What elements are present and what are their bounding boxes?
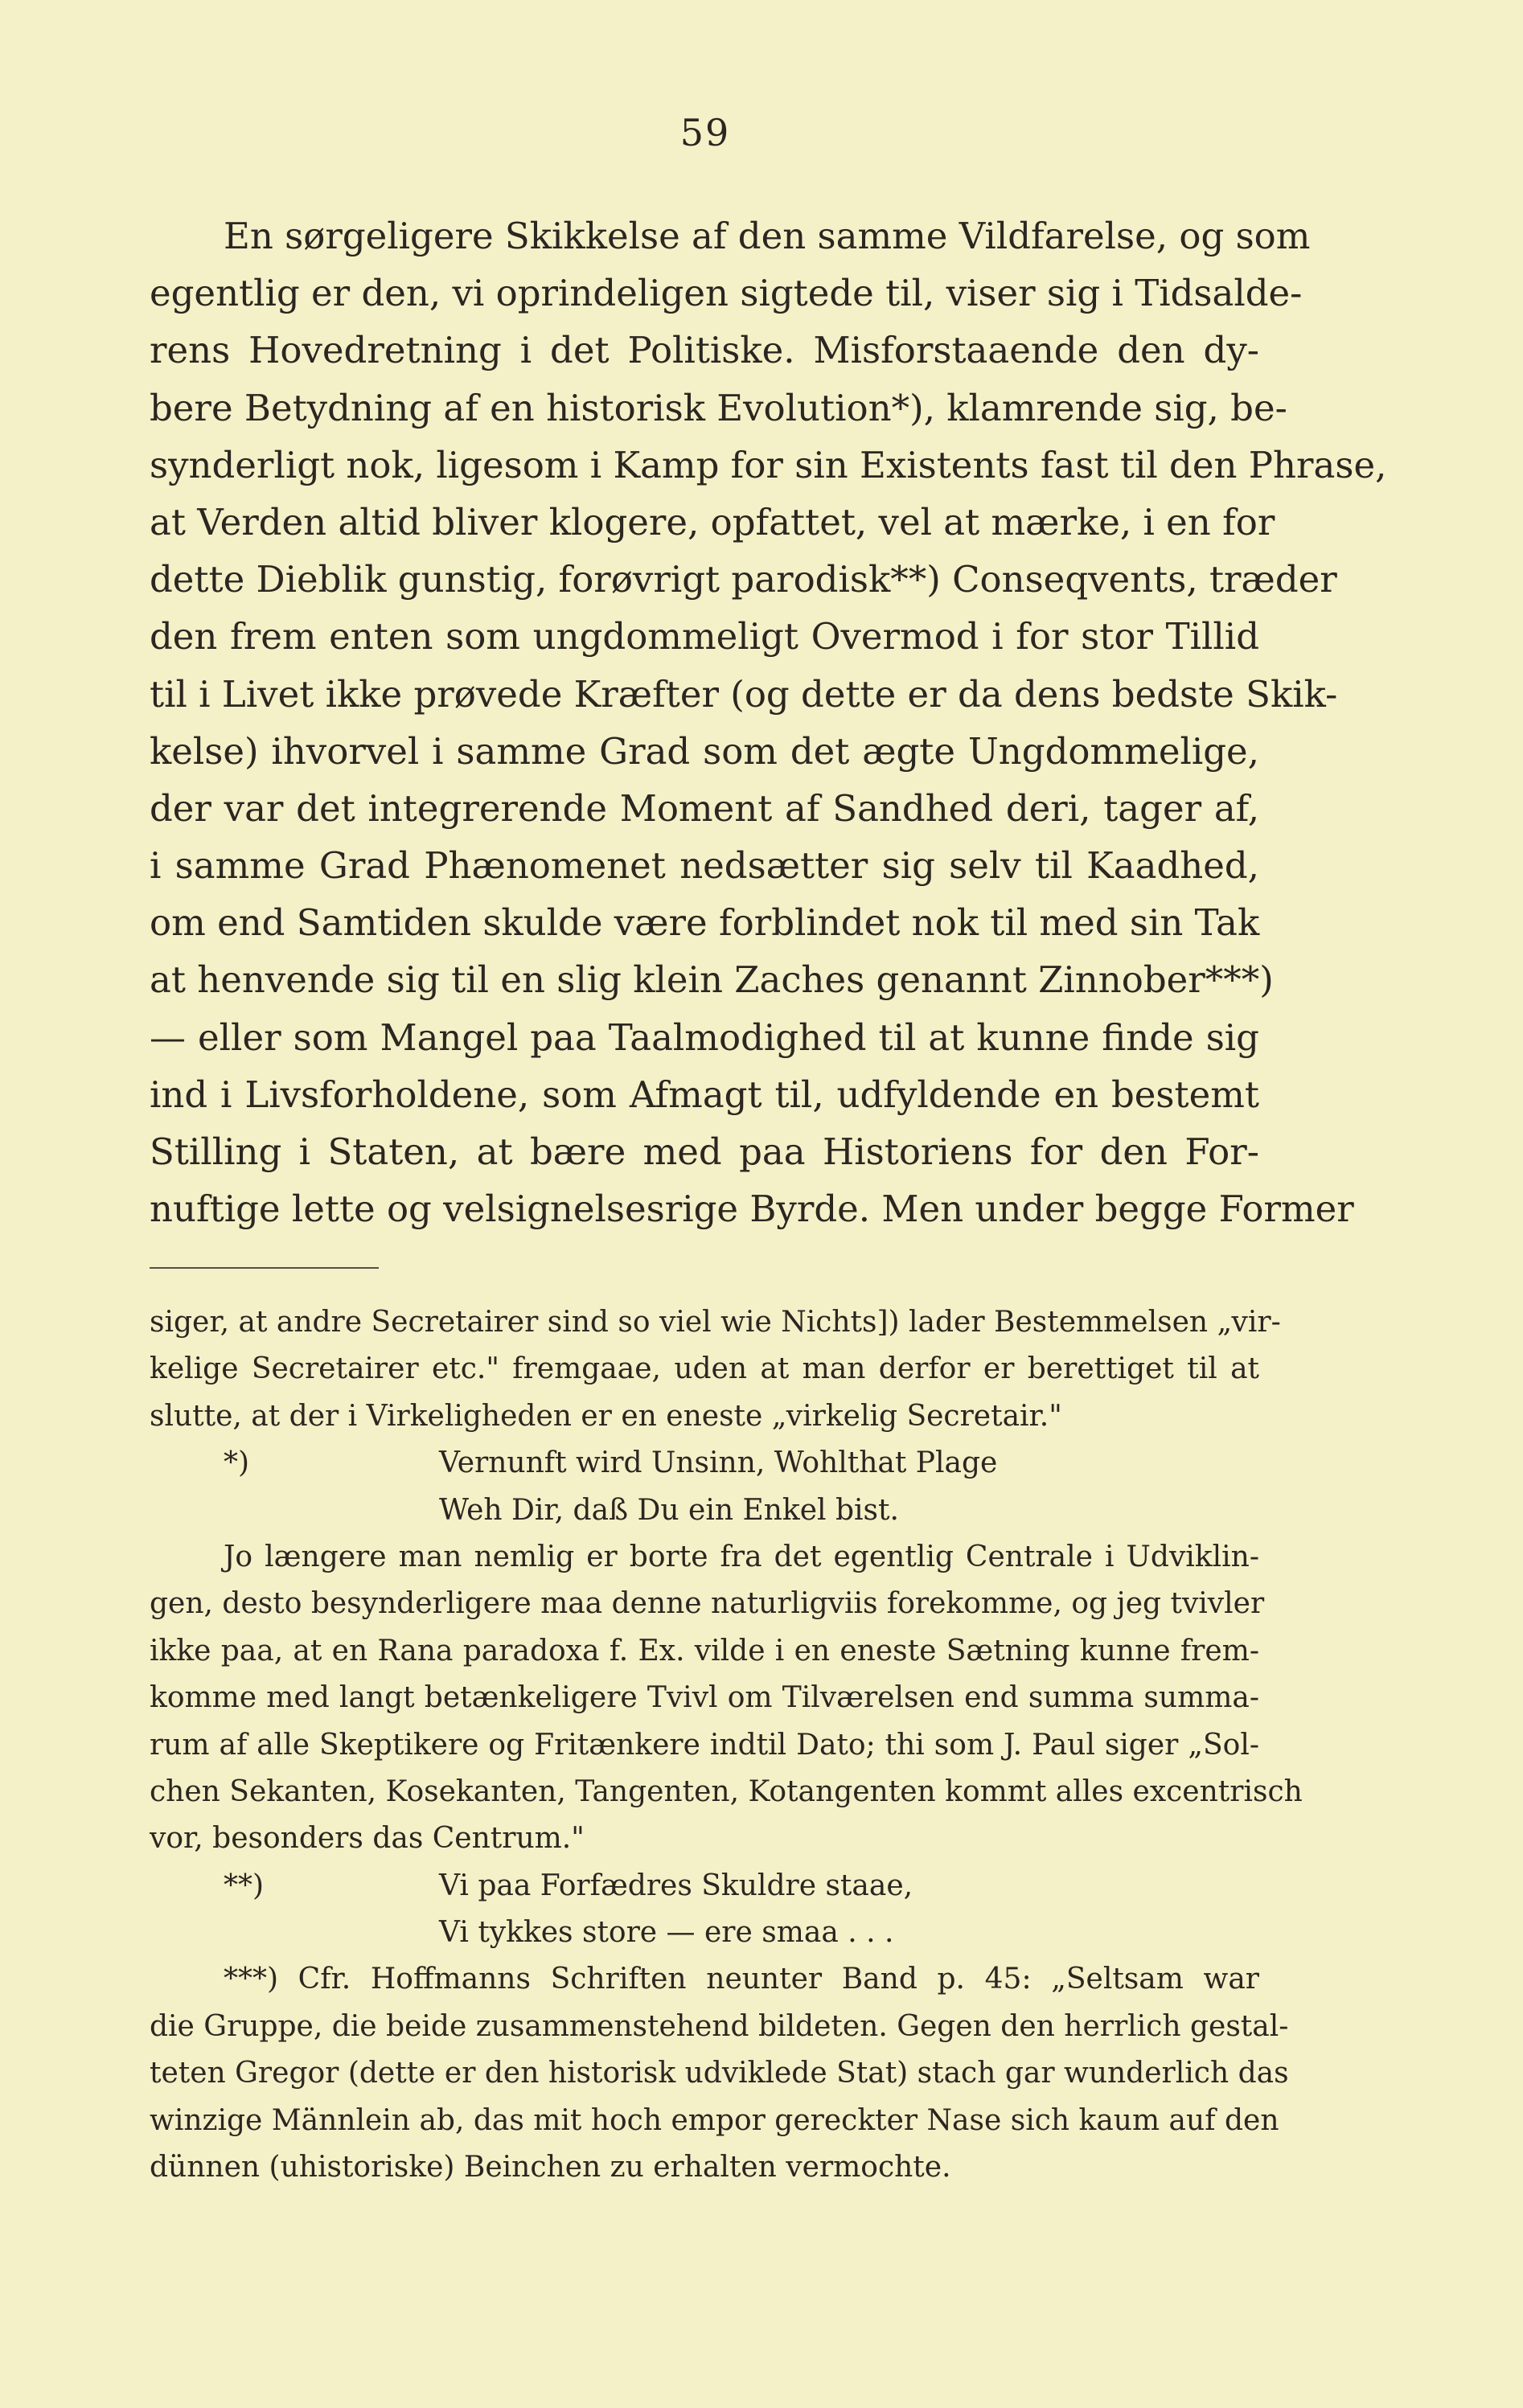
footnote-line: komme med langt betænkeligere Tvivl om Tilværelsen end summa summa- xyxy=(150,1681,1259,1715)
verse-text: Vi tykkes store — ere smaa . . . xyxy=(439,1916,894,1950)
footnotes xyxy=(150,1299,1303,2191)
text-line: dette Dieblik gunstig, forøvrigt parodisk**) Conseqvents, træder xyxy=(150,558,1337,601)
footnote-line: Jo længere man nemlig er borte fra det egentlig Centrale i Udviklin- xyxy=(224,1540,1259,1573)
verse-text: Vernunft wird Unsinn, Wohlthat Plage xyxy=(439,1446,998,1480)
text-line: rens Hovedretning i det Politiske. Misforstaaende den dy- xyxy=(150,329,1259,372)
verse-text: Vi paa Forfædres Skuldre staae, xyxy=(439,1869,913,1902)
text-line: — eller som Mangel paa Taalmodighed til at kunne finde sig xyxy=(150,1015,1259,1059)
text-line: kelse) ihvorvel i samme Grad som det ægte Ungdommelige, xyxy=(150,729,1259,773)
text-line: til i Livet ikke prøvede Kræfter (og dette er da dens bedste Skik- xyxy=(150,672,1338,716)
text-line: nuftige lette og velsignelsesrige Byrde. Men under begge Former xyxy=(150,1188,1354,1231)
footnote-line: winzige Männlein ab, das mit hoch empor gereckter Nase sich kaum auf den xyxy=(150,2103,1279,2137)
footnote-line: gen, desto besynderligere maa denne naturligviis forekomme, og jeg tvivler xyxy=(150,1587,1265,1621)
verse-text: Weh Dir, daß Du ein Enkel bist. xyxy=(439,1493,899,1527)
text-line: i samme Grad Phænomenet nedsætter sig selv til Kaadhed, xyxy=(150,844,1259,888)
text-line: synderligt nok, ligesom i Kamp for sin Existents fast til den Phrase, xyxy=(150,443,1387,486)
footnote-line: chen Sekanten, Kosekanten, Tangenten, Kotangenten kommt alles excentrisch xyxy=(150,1774,1303,1808)
text-line: Stilling i Staten, at bære med paa Historiens for den For- xyxy=(150,1130,1259,1173)
footnote-line: kelige Secretairer etc." fremgaae, uden at man derfor er berettiget til at xyxy=(150,1352,1259,1386)
footnote-verse-line xyxy=(150,1487,1259,1534)
footnote-verse-line xyxy=(150,1863,1259,1910)
footnote-line: ikke paa, at en Rana paradoxa f. Ex. vilde i en eneste Sætning kunne frem- xyxy=(150,1634,1259,1668)
text-line: den frem enten som ungdommeligt Overmod i for stor Tillid xyxy=(150,615,1259,658)
text-line: En sørgeligere Skikkelse af den samme Vildfarelse, og som xyxy=(224,215,1311,257)
main-text xyxy=(150,207,1387,1237)
footnote-line: teten Gregor (dette er den historisk udviklede Stat) stach gar wunderlich das xyxy=(150,2057,1289,2090)
footnote-line: siger, at andre Secretairer sind so viel wie Nichts]) lader Bestemmelsen „vir- xyxy=(150,1306,1281,1339)
text-line: at henvende sig til en slig klein Zaches genannt Zinnober***) xyxy=(150,958,1274,1002)
footnote-verse-line xyxy=(150,1440,1259,1487)
text-line: om end Samtiden skulde være forblindet nok til med sin Tak xyxy=(150,901,1260,945)
text-line: der var det integrerende Moment af Sandhed deri, tager af, xyxy=(150,786,1259,830)
footnote-line: vor, besonders das Centrum." xyxy=(150,1822,585,1856)
footnote-line: rum af alle Skeptikere og Fritænkere indtil Dato; thi som J. Paul siger „Sol- xyxy=(150,1728,1259,1762)
footnote-mark: **) xyxy=(224,1869,265,1902)
footnote-mark: *) xyxy=(224,1446,250,1480)
text-line: at Verden altid bliver klogere, opfattet, vel at mærke, i en for xyxy=(150,500,1275,544)
text-line: bere Betydning af en historisk Evolution*), klamrende sig, be- xyxy=(150,386,1287,429)
footnote-line: slutte, at der i Virkeligheden er en eneste „virkelig Secretair." xyxy=(150,1399,1062,1433)
page-number: 59 xyxy=(679,111,731,154)
footnote-line: ***) Cfr. Hoffmanns Schriften neunter Band p. 45: „Seltsam war xyxy=(224,1963,1259,1996)
footnote-verse-line xyxy=(150,1910,1259,1956)
text-line: ind i Livsforholdene, som Afmagt til, udfyldende en bestemt xyxy=(150,1073,1259,1116)
footnote-divider xyxy=(150,1267,379,1269)
footnote-line: die Gruppe, die beide zusammenstehend bildeten. Gegen den herrlich gestal- xyxy=(150,2009,1289,2043)
footnote-line: dünnen (uhistoriske) Beinchen zu erhalten vermochte. xyxy=(150,2151,951,2184)
text-line: egentlig er den, vi oprindeligen sigtede til, viser sig i Tidsalde- xyxy=(150,272,1303,315)
